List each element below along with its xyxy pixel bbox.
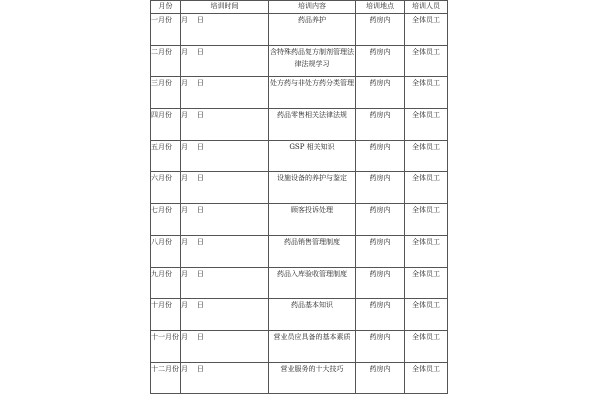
content-cell: 设施设备的养护与鉴定 [269, 172, 356, 204]
content-cell: 处方药与非处方药分类管理 [269, 77, 356, 109]
people-cell: 全体员工 [405, 77, 448, 109]
header-place: 培训地点 [356, 1, 405, 14]
time-cell: 月 日 [181, 109, 269, 141]
place-cell: 药房内 [356, 235, 405, 267]
table-row [151, 109, 448, 141]
people-cell: 全体员工 [405, 362, 448, 394]
people-cell: 全体员工 [405, 235, 448, 267]
header-row [151, 1, 448, 14]
month-cell: 五月份 [151, 140, 181, 172]
place-cell: 药房内 [356, 299, 405, 331]
month-cell: 九月份 [151, 267, 181, 299]
month-cell: 四月份 [151, 109, 181, 141]
table-row [151, 267, 448, 299]
place-cell: 药房内 [356, 14, 405, 46]
time-cell: 月 日 [181, 172, 269, 204]
month-cell: 八月份 [151, 235, 181, 267]
table-row [151, 235, 448, 267]
time-cell: 月 日 [181, 330, 269, 362]
place-cell: 药房内 [356, 77, 405, 109]
table-row [151, 330, 448, 362]
place-cell: 药房内 [356, 140, 405, 172]
place-cell: 药房内 [356, 109, 405, 141]
content-cell: 药品销售管理制度 [269, 235, 356, 267]
content-cell: 药品养护 [269, 14, 356, 46]
month-cell: 六月份 [151, 172, 181, 204]
header-time: 培训时间 [181, 1, 269, 14]
content-cell: 药品基本知识 [269, 299, 356, 331]
table-row [151, 140, 448, 172]
month-cell: 十二月份 [151, 362, 181, 394]
people-cell: 全体员工 [405, 299, 448, 331]
time-cell: 月 日 [181, 204, 269, 236]
table-row [151, 299, 448, 331]
people-cell: 全体员工 [405, 14, 448, 46]
time-cell: 月 日 [181, 77, 269, 109]
table-row [151, 362, 448, 394]
people-cell: 全体员工 [405, 140, 448, 172]
content-cell: 营业服务的十大技巧 [269, 362, 356, 394]
place-cell: 药房内 [356, 330, 405, 362]
month-cell: 七月份 [151, 204, 181, 236]
content-cell: GSP 相关知识 [269, 140, 356, 172]
training-schedule-table [150, 0, 448, 394]
header-month: 月份 [151, 1, 181, 14]
content-cell: 含特殊药品复方制剂管理法律法规学习 [269, 45, 356, 77]
month-cell: 三月份 [151, 77, 181, 109]
people-cell: 全体员工 [405, 172, 448, 204]
people-cell: 全体员工 [405, 267, 448, 299]
time-cell: 月 日 [181, 235, 269, 267]
time-cell: 月 日 [181, 267, 269, 299]
place-cell: 药房内 [356, 362, 405, 394]
table-row [151, 77, 448, 109]
time-cell: 月 日 [181, 45, 269, 77]
content-cell: 营业员应具备的基本素质 [269, 330, 356, 362]
content-cell: 药品入库验收管理制度 [269, 267, 356, 299]
place-cell: 药房内 [356, 45, 405, 77]
table-row [151, 172, 448, 204]
time-cell: 月 日 [181, 299, 269, 331]
content-cell: 药品零售相关法律法规 [269, 109, 356, 141]
month-cell: 十月份 [151, 299, 181, 331]
place-cell: 药房内 [356, 267, 405, 299]
place-cell: 药房内 [356, 204, 405, 236]
month-cell: 一月份 [151, 14, 181, 46]
people-cell: 全体员工 [405, 204, 448, 236]
table-row [151, 204, 448, 236]
time-cell: 月 日 [181, 14, 269, 46]
time-cell: 月 日 [181, 140, 269, 172]
month-cell: 二月份 [151, 45, 181, 77]
time-cell: 月 日 [181, 362, 269, 394]
month-cell: 十一月份 [151, 330, 181, 362]
table-row [151, 14, 448, 46]
place-cell: 药房内 [356, 172, 405, 204]
people-cell: 全体员工 [405, 109, 448, 141]
header-people: 培训人员 [405, 1, 448, 14]
people-cell: 全体员工 [405, 330, 448, 362]
content-cell: 顾客投诉处理 [269, 204, 356, 236]
header-content: 培训内容 [269, 1, 356, 14]
table-row [151, 45, 448, 77]
people-cell: 全体员工 [405, 45, 448, 77]
